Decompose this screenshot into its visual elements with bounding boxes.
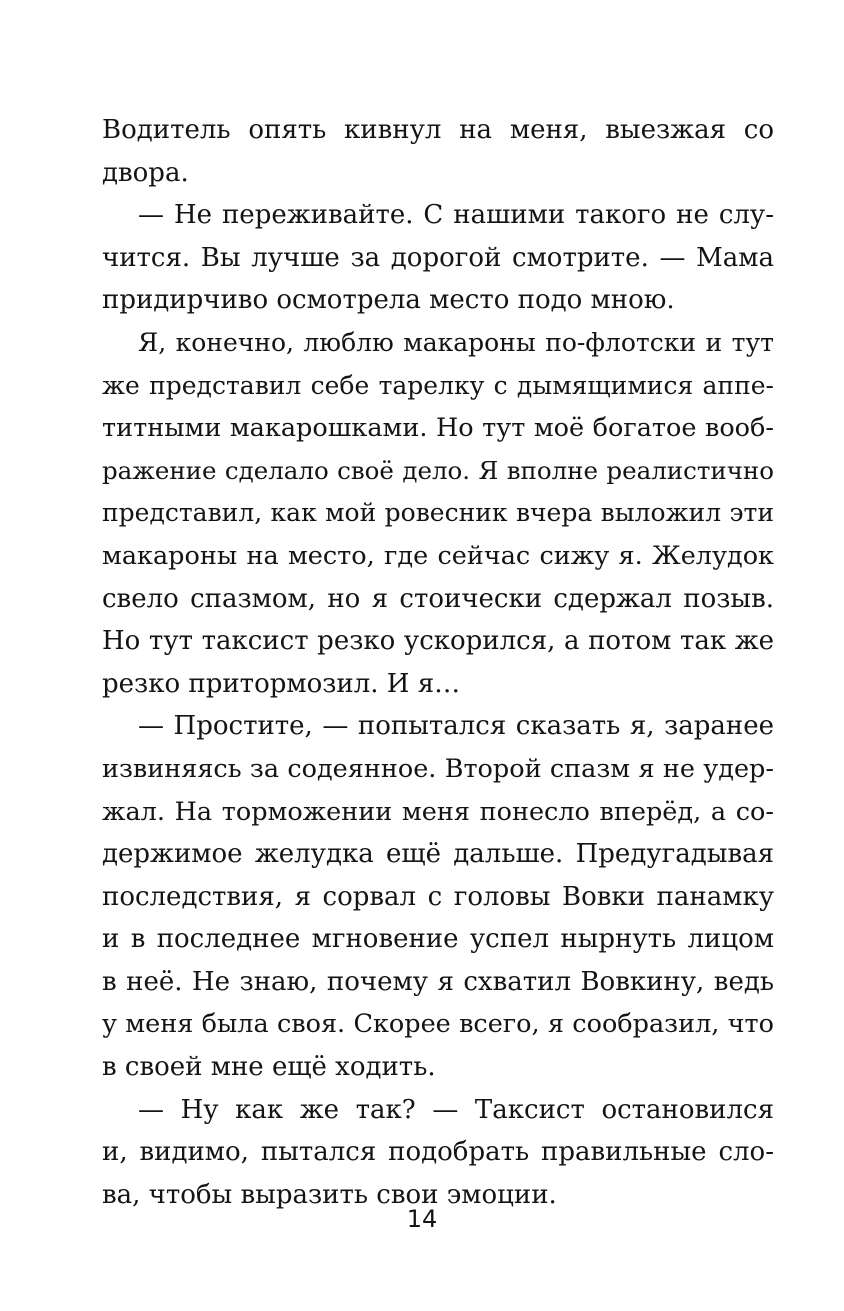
text-line: Я, конечно, люблю макароны по-флотски и тут [138, 327, 774, 357]
text-line: же представил себе тарелку с дымящимися аппе- [102, 370, 774, 400]
text-line: в неё. Не знаю, почему я схватил Вовкину, ведь [102, 966, 774, 997]
text-line: макароны на место, где сейчас сижу я. Желудок [102, 540, 774, 571]
text-line: Водитель опять кивнул на меня, выезжая со [102, 115, 774, 145]
page-number: 14 [406, 1205, 438, 1233]
text-line: последствия, я сорвал с головы Вовки панамку [102, 881, 774, 912]
text-line: резко притормозил. И я… [102, 668, 461, 699]
text-line: чится. Вы лучше за дорогой смотрите. — Мама [102, 242, 774, 273]
text-line: — Ну как же так? — Таксист остановился [138, 1094, 774, 1125]
text-line: свело спазмом, но я стоически сдержал позыв. [102, 583, 774, 614]
text-line: титными макарошками. Но тут моё богатое вооб- [102, 413, 774, 444]
text-line: ражение сделало своё дело. Я вполне реалистично [102, 455, 774, 485]
text-line: держимое желудка ещё дальше. Предугадывая [102, 839, 774, 870]
text-line: — Не переживайте. С нашими такого не слу- [138, 200, 774, 231]
text-line: в своей мне ещё ходить. [102, 1052, 436, 1083]
text-line: придирчиво осмотрела место подо мною. [102, 285, 675, 316]
text-line: — Простите, — попытался сказать я, заранее [138, 711, 774, 742]
text-line: двора. [102, 157, 189, 188]
text-line: и в последнее мгновение успел нырнуть лицом [102, 924, 774, 955]
text-line: Но тут таксист резко ускорился, а потом так же [102, 626, 774, 657]
text-line: жал. На торможении меня понесло вперёд, а со- [102, 796, 774, 827]
body-text [102, 109, 774, 1216]
text-line: ва, чтобы выразить свои эмоции. [102, 1179, 557, 1210]
text-line: у меня была своя. Скорее всего, я сообразил, что [102, 1009, 774, 1040]
text-line: извиняясь за содеянное. Второй спазм я не удер- [102, 753, 774, 784]
text-line: и, видимо, пытался подобрать правильные сло- [102, 1137, 774, 1168]
text-line: представил, как мой ровесник вчера выложил эти [102, 498, 774, 528]
